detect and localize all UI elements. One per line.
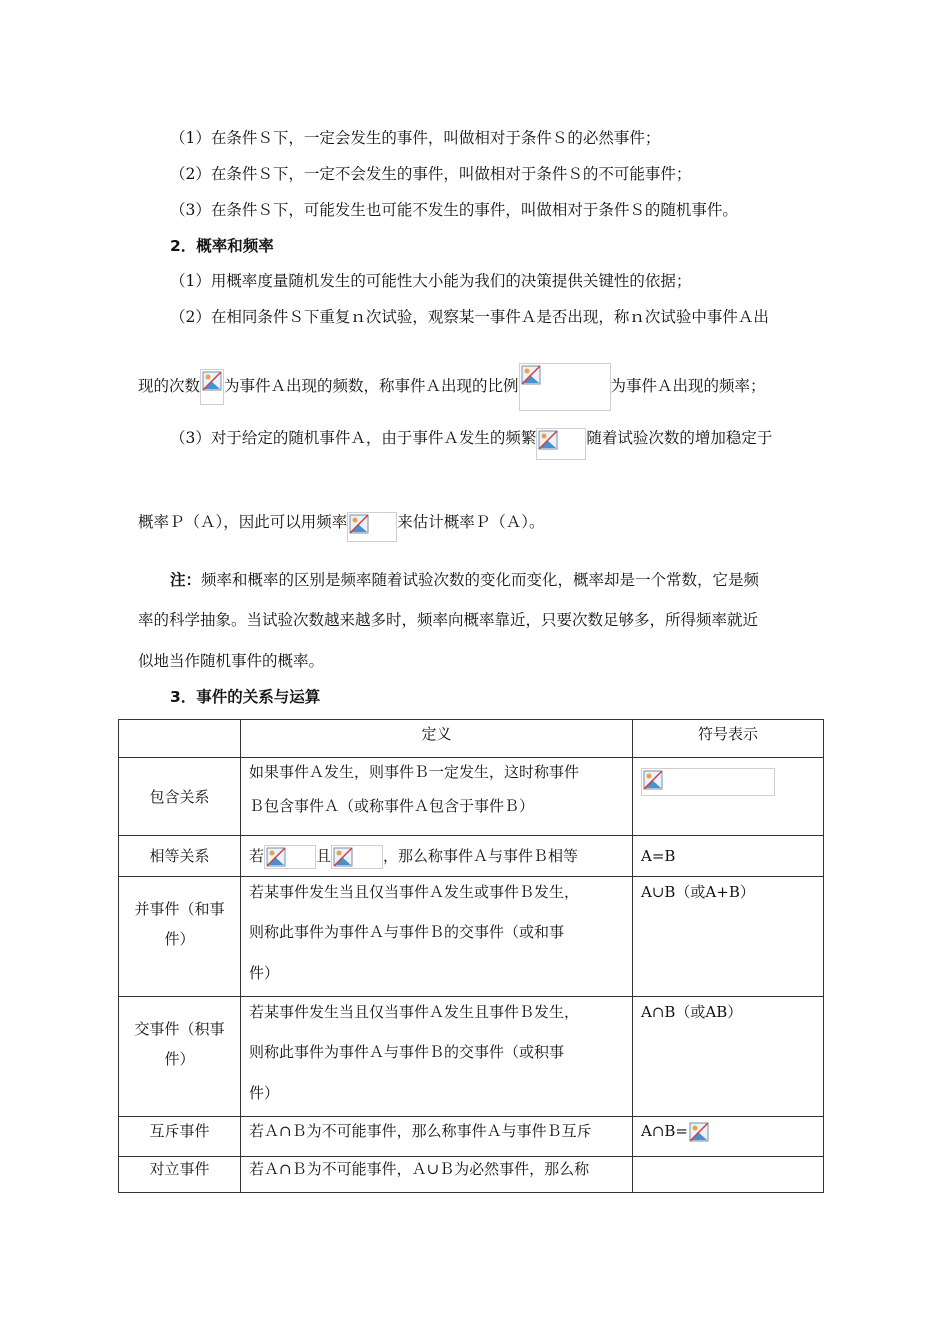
- table-row: [119, 836, 824, 877]
- definition-line: 若某事件发生当且仅当事件Ａ发生或事件Ｂ发生，: [249, 883, 580, 901]
- s2-p2-line1: （2）在相同条件Ｓ下重复ｎ次试验，观察某一事件Ａ是否出现，称ｎ次试验中事件Ａ出: [170, 308, 769, 326]
- image-placeholder-icon: [264, 845, 316, 869]
- s1-item-3: （3）在条件Ｓ下，可能发生也可能不发生的事件，叫做相对于条件Ｓ的随机事件。: [170, 201, 738, 219]
- definition-line: 则称此事件为事件Ａ与事件Ｂ的交事件（或积事: [249, 1043, 565, 1061]
- row-definition: [241, 758, 633, 836]
- definition-text: ，那么称事件Ａ与事件Ｂ相等: [383, 847, 579, 865]
- section2-heading: 2．概率和频率: [170, 237, 274, 255]
- s2-p3-line1: [170, 428, 772, 462]
- note-text-1: 频率和概率的区别是频率随着试验次数的变化而变化，概率却是一个常数，它是频: [201, 571, 760, 589]
- row-symbol: A∩B（或AB）: [633, 997, 824, 1117]
- definition-line: 件）: [249, 1084, 280, 1102]
- row-name-line: 并事件（和事: [134, 900, 225, 918]
- image-placeholder-icon: [641, 768, 775, 796]
- definition-line: 若某事件发生当且仅当事件Ａ发生且事件Ｂ发生，: [249, 1003, 580, 1021]
- row-symbol: A∪B（或A+B）: [633, 877, 824, 997]
- s2-p3-text-b: 随着试验次数的增加稳定于: [586, 429, 773, 447]
- row-name-line: 件）: [164, 930, 195, 948]
- note-line3: 似地当作随机事件的概率。: [138, 652, 325, 670]
- s2-p2-text-b: 为事件Ａ出现的频数，称事件Ａ出现的比例: [224, 377, 519, 395]
- s2-p2-text-c: 为事件Ａ出现的频率；: [610, 377, 766, 395]
- image-placeholder-icon: [519, 363, 611, 411]
- s2-p1: （1）用概率度量随机发生的可能性大小能为我们的决策提供关键性的依据；: [170, 272, 692, 290]
- table-header-row: [119, 720, 824, 758]
- row-definition: [241, 997, 633, 1117]
- definition-text: 若: [249, 847, 265, 865]
- table-header-cell: 定义: [241, 720, 633, 758]
- definition-line: Ｂ包含事件Ａ（或称事件Ａ包含于事件Ｂ）: [249, 797, 535, 815]
- table-row: [119, 1117, 824, 1157]
- definition-line: 件）: [249, 964, 280, 982]
- row-symbol: [633, 758, 824, 836]
- section3-heading: 3．事件的关系与运算: [170, 688, 321, 706]
- image-placeholder-icon: [347, 512, 397, 542]
- table-row: [119, 1157, 824, 1193]
- s2-p3-text-d: 来估计概率Ｐ（Ａ）。: [397, 513, 545, 531]
- row-definition: 若Ａ∩Ｂ为不可能事件，那么称事件Ａ与事件Ｂ互斥: [241, 1117, 633, 1157]
- table-header-cell: 符号表示: [633, 720, 824, 758]
- image-placeholder-icon: [200, 369, 224, 405]
- definition-line: 如果事件Ａ发生，则事件Ｂ一定发生，这时称事件: [249, 763, 580, 781]
- note-line2: 率的科学抽象。当试验次数越来越多时，频率向概率靠近，只要次数足够多，所得频率就近: [138, 611, 759, 629]
- row-symbol: A=B: [633, 836, 824, 877]
- row-symbol: [633, 1117, 824, 1157]
- table-row: [119, 997, 824, 1117]
- s2-p3-text-a: （3）对于给定的随机事件Ａ，由于事件Ａ发生的频繁: [170, 429, 537, 447]
- definition-text: 且: [316, 847, 332, 865]
- definition-line: 则称此事件为事件Ａ与事件Ｂ的交事件（或和事: [249, 923, 565, 941]
- s2-p3-text-c: 概率Ｐ（Ａ），因此可以用频率: [138, 513, 348, 531]
- table-row: [119, 758, 824, 836]
- image-placeholder-icon: [331, 845, 383, 869]
- row-name-line: 交事件（积事: [134, 1020, 225, 1038]
- symbol-text: A∩B=: [641, 1122, 688, 1140]
- s2-p2-line2: [138, 362, 766, 410]
- s2-p3-line2: [138, 512, 545, 546]
- row-name-line: 件）: [164, 1050, 195, 1068]
- note-line1: [170, 570, 759, 590]
- row-symbol: [633, 1157, 824, 1193]
- row-definition: [241, 877, 633, 997]
- row-name: 相等关系: [119, 836, 241, 877]
- relations-table: [118, 719, 824, 1193]
- row-name: 互斥事件: [119, 1117, 241, 1157]
- row-definition: 若Ａ∩Ｂ为不可能事件，Ａ∪Ｂ为必然事件，那么称: [241, 1157, 633, 1193]
- image-placeholder-icon: [688, 1121, 710, 1143]
- row-name: [119, 877, 241, 997]
- row-name: [119, 997, 241, 1117]
- s2-p2-text-a: 现的次数: [138, 377, 201, 395]
- table-row: [119, 877, 824, 997]
- s1-item-2: （2）在条件Ｓ下，一定不会发生的事件，叫做相对于条件Ｓ的不可能事件；: [170, 165, 692, 183]
- s1-item-1: （1）在条件Ｓ下，一定会发生的事件，叫做相对于条件Ｓ的必然事件；: [170, 129, 661, 147]
- image-placeholder-icon: [536, 428, 586, 460]
- row-name: 包含关系: [119, 758, 241, 836]
- table-header-cell: [119, 720, 241, 758]
- row-name: 对立事件: [119, 1157, 241, 1193]
- note-label: 注：: [170, 571, 202, 589]
- row-definition: [241, 836, 633, 877]
